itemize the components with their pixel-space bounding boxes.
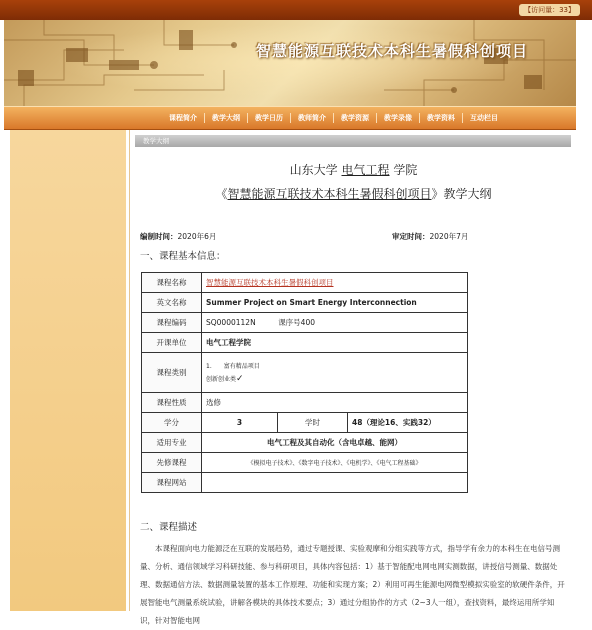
unit-value: 电气工程学院 xyxy=(202,333,468,353)
website-label: 课程网站 xyxy=(142,473,202,493)
category-option-2-label: 创新创业类 xyxy=(206,376,237,383)
table-row xyxy=(142,393,468,413)
nav-item-interactive[interactable]: 互动栏目 xyxy=(462,113,505,123)
compile-date xyxy=(140,231,216,242)
nav-item-calendar[interactable]: 教学日历 xyxy=(247,113,290,123)
course-title: 智慧能源互联技术本科生暑假科创项目 xyxy=(227,187,432,201)
english-name-label: 英文名称 xyxy=(142,293,202,313)
english-name-value: Summer Project on Smart Energy Interconnection xyxy=(202,293,468,313)
nav-item-videos[interactable]: 教学录像 xyxy=(376,113,419,123)
course-code: SQ0000112N xyxy=(206,318,256,327)
table-row xyxy=(142,453,468,473)
category-option-2 xyxy=(206,374,463,384)
circuit-board-image xyxy=(4,20,576,106)
hours-label: 学时 xyxy=(278,413,348,433)
nature-value: 选修 xyxy=(202,393,468,413)
category-value xyxy=(202,353,468,393)
table-row xyxy=(142,273,468,293)
nav-item-materials[interactable]: 教学资料 xyxy=(419,113,462,123)
top-bar xyxy=(0,0,592,20)
table-row xyxy=(142,293,468,313)
college-suffix: 学院 xyxy=(393,163,418,177)
heading-basic-info: 一、课程基本信息： xyxy=(140,251,226,262)
compile-date-value: 2020年6月 xyxy=(177,232,217,241)
review-date-label: 审定时间： xyxy=(392,232,430,241)
heading-course-description: 二、课程描述 xyxy=(140,522,198,533)
nav-item-resources[interactable]: 教学资源 xyxy=(333,113,376,123)
course-name-link[interactable]: 智慧能源互联技术本科生暑假科创项目 xyxy=(206,278,334,287)
check-icon: ✓ xyxy=(236,374,244,384)
credits-value: 3 xyxy=(202,413,278,433)
course-code-label: 课程编码 xyxy=(142,313,202,333)
course-name-label: 课程名称 xyxy=(142,273,202,293)
table-row xyxy=(142,473,468,493)
major-label: 适用专业 xyxy=(142,433,202,453)
section-bar-label: 教学大纲 xyxy=(143,137,169,145)
title-close: 》教学大纲 xyxy=(431,187,492,201)
doc-title-line2 xyxy=(130,185,577,202)
nav-item-course-intro[interactable]: 课程简介 xyxy=(169,114,197,122)
prereq-value: 《模拟电子技术》、《数字电子技术》、《电机学》、《电气工程基础》 xyxy=(202,453,468,473)
main-content xyxy=(129,130,576,625)
review-date-value: 2020年7月 xyxy=(429,232,469,241)
category-option-1: 1. 富有精品项目 xyxy=(206,363,260,370)
course-info-table xyxy=(141,272,468,493)
major-value: 电气工程及其自动化（含电卓越、能网） xyxy=(202,433,468,453)
title-open-bracket: 《 xyxy=(215,187,228,201)
course-code-value xyxy=(202,313,468,333)
credits-label: 学分 xyxy=(142,413,202,433)
unit-label: 开课单位 xyxy=(142,333,202,353)
university-name: 山东大学 xyxy=(289,163,338,177)
banner xyxy=(4,20,576,106)
main-nav xyxy=(4,106,576,130)
banner-title: 智慧能源互联技术本科生暑假科创项目 xyxy=(256,42,529,60)
table-row xyxy=(142,433,468,453)
table-row xyxy=(142,353,468,393)
compile-date-label: 编制时间： xyxy=(140,232,178,241)
table-row xyxy=(142,313,468,333)
course-seq: 课序号400 xyxy=(278,318,316,327)
table-row xyxy=(142,333,468,353)
website-value[interactable] xyxy=(202,473,468,493)
hours-value: 48（理论16、实践32） xyxy=(348,413,468,433)
course-name-value xyxy=(202,273,468,293)
nature-label: 课程性质 xyxy=(142,393,202,413)
review-date xyxy=(392,231,468,242)
nav-item-syllabus[interactable]: 教学大纲 xyxy=(204,113,247,123)
doc-title-line1 xyxy=(130,161,577,178)
table-row xyxy=(142,413,468,433)
category-label: 课程类别 xyxy=(142,353,202,393)
nav-item-teachers[interactable]: 教师简介 xyxy=(290,113,333,123)
department-name: 电气工程 xyxy=(341,163,390,177)
prereq-label: 先修课程 xyxy=(142,453,202,473)
visit-counter: 【访问量：33】 xyxy=(519,4,580,16)
section-bar xyxy=(135,135,571,147)
left-sidebar xyxy=(10,130,126,611)
course-description-text: 本课程面向电力能源泛在互联的发展趋势，通过专题授课、实验观摩和分组实践等方式，指导学有余力的本科生在电信号测量、分析、通信领域学习科研技能、参与科研项目，具体内容包括：1）基于智能配电网电网实测数据，讲授信号测量、数据处理、数据通信方法、数据测量装置的基本工作原理、功能和实现方案；2）利用可再生能源电网微型模拟实验室的软硬件条件，开展智能电气测量系统试验，讲解各模块的具体技术要点；3）通过分组协作的方式（2~3人一组），查找资料，最终运用所学知识，针对智能电网 xyxy=(140,544,565,625)
